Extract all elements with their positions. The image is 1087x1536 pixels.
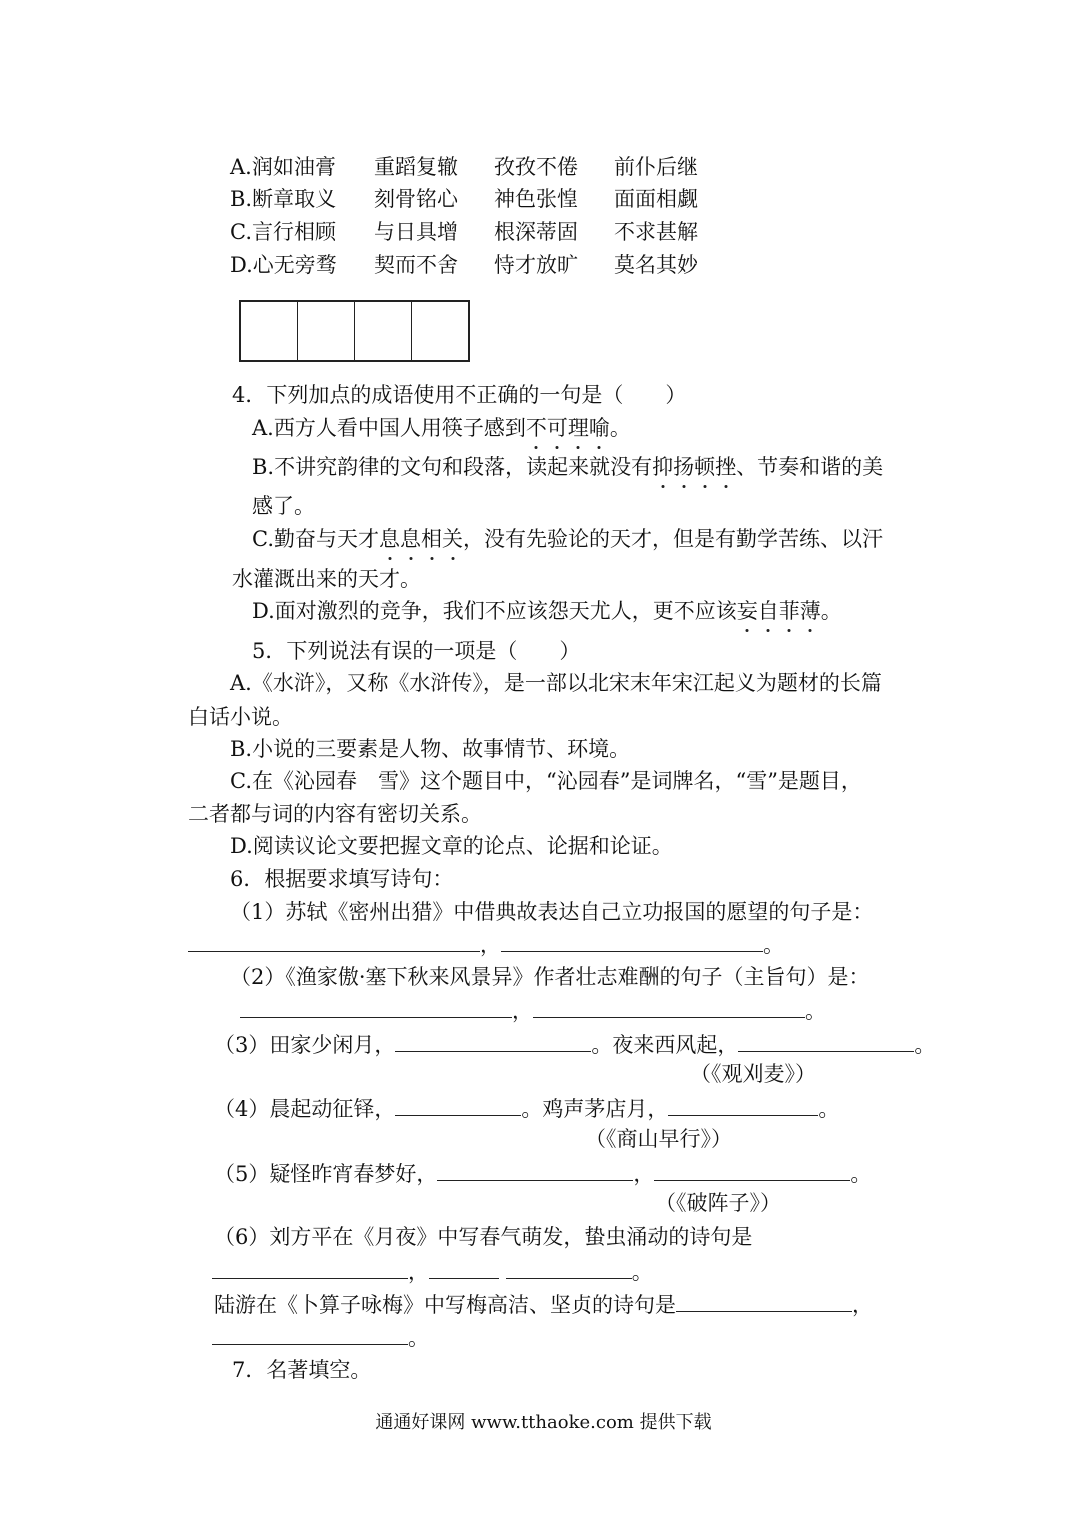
answer-box[interactable]	[412, 302, 468, 360]
idiom-word: 莫名其妙	[614, 253, 698, 277]
q6-item-3-source: （《观刈麦》）	[690, 1062, 816, 1086]
idiom-word: 契而不舍	[374, 253, 458, 277]
answer-blank[interactable]	[437, 1158, 633, 1181]
q4-option-b-cont: 感了。	[252, 494, 315, 518]
idiom-word: 面面相觑	[614, 187, 698, 211]
idiom-word: A.润如油膏	[230, 155, 336, 179]
emphasis-dot-char: 理	[568, 413, 589, 443]
page-footer: 通通好课网 www.tthaoke.com 提供下载	[375, 1412, 712, 1433]
q4-stem: 4．下列加点的成语使用不正确的一句是（ ）	[232, 383, 687, 407]
emphasis-dot-char: 喻	[589, 413, 610, 443]
dotted-idiom	[526, 416, 610, 440]
answer-blank[interactable]	[395, 1029, 591, 1052]
q6-item-6: （6）刘方平在《月夜》中写春气萌发，蛰虫涌动的诗句是	[214, 1225, 753, 1249]
q6-item-5: （5）疑怪昨宵春梦好， ， 。	[214, 1158, 871, 1189]
answer-blank[interactable]	[654, 1158, 850, 1181]
emphasis-dot-char: 息	[400, 524, 421, 554]
q5-option-d: D.阅读议论文要把握文章的论点、论据和论证。	[230, 834, 673, 858]
answer-blank[interactable]	[240, 995, 512, 1018]
q5-stem: 5．下列说法有误的一项是（ ）	[252, 639, 581, 663]
emphasis-dot-char: 息	[379, 524, 400, 554]
emphasis-dot-char: 相	[421, 524, 442, 554]
q6-item-3: （3）田家少闲月， 。夜来西风起， 。	[214, 1029, 935, 1060]
q4-option-c-cont: 水灌溉出来的天才。	[232, 567, 421, 591]
idiom-word: 刻骨铭心	[374, 187, 458, 211]
q5-option-b: B.小说的三要素是人物、故事情节、环境。	[230, 737, 631, 761]
emphasis-dot-char: 不	[526, 413, 547, 443]
answer-box[interactable]	[298, 302, 355, 360]
dotted-idiom	[737, 599, 821, 623]
idiom-word: 与日具增	[374, 220, 458, 244]
q5-option-c: C.在《沁园春 雪》这个题目中，“沁园春”是词牌名，“雪”是题目，	[230, 769, 862, 793]
emphasis-dot-char: 菲	[779, 596, 800, 626]
emphasis-dot-char: 抑	[652, 452, 673, 482]
answer-blank[interactable]	[506, 1256, 632, 1279]
q6-item-4-source: （《商山早行》）	[585, 1127, 732, 1151]
idiom-word: 重蹈复辙	[374, 155, 458, 179]
answer-blank[interactable]	[501, 929, 763, 952]
q4-option-c: C.勤奋与天才息息相关，没有先验论的天才，但是有勤学苦练、以汗	[252, 524, 883, 554]
answer-box[interactable]	[241, 302, 298, 360]
q6-item-1: （1）苏轼《密州出猎》中借典故表达自己立功报国的愿望的句子是：	[230, 900, 874, 924]
q7-stem: 7．名著填空。	[232, 1358, 372, 1382]
emphasis-dot-char: 自	[758, 596, 779, 626]
q4-option-d: D.面对激烈的竞争，我们不应该怨天尤人，更不应该妄自菲薄。	[252, 596, 842, 626]
answer-blank[interactable]	[429, 1256, 499, 1279]
q4-option-a: A.西方人看中国人用筷子感到不可理喻。	[252, 413, 631, 443]
answer-blank[interactable]	[212, 1256, 408, 1279]
answer-box[interactable]	[355, 302, 412, 360]
q6-stem: 6．根据要求填写诗句：	[230, 867, 454, 891]
answer-blank[interactable]	[212, 1322, 408, 1345]
q4-option-b: B.不讲究韵律的文句和段落，读起来就没有抑扬顿挫、节奏和谐的美	[252, 452, 883, 482]
q6-item-5-source: （《破阵子》）	[655, 1191, 781, 1215]
idiom-word: D.心无旁骛	[230, 253, 337, 277]
q6-item-2: （2）《渔家傲·塞下秋来风景异》作者壮志难酬的句子（主旨句）是：	[230, 965, 870, 989]
q6-item-2-blanks: ， 。	[240, 995, 826, 1026]
answer-blank[interactable]	[533, 995, 805, 1018]
q6-item-7-blank: 。	[212, 1322, 429, 1353]
idiom-word: 孜孜不倦	[494, 155, 578, 179]
emphasis-dot-char: 薄	[800, 596, 821, 626]
answer-blank[interactable]	[738, 1029, 914, 1052]
q6-item-6-blanks: ， 。	[212, 1256, 653, 1287]
idiom-word: 前仆后继	[614, 155, 698, 179]
idiom-word: 恃才放旷	[494, 253, 578, 277]
q5-option-a-cont: 白话小说。	[188, 705, 293, 729]
idiom-word: B.断章取义	[230, 187, 337, 211]
emphasis-dot-char: 挫	[715, 452, 736, 482]
emphasis-dot-char: 可	[547, 413, 568, 443]
answer-blank[interactable]	[188, 929, 480, 952]
q5-option-c-cont: 二者都与词的内容有密切关系。	[188, 802, 482, 826]
q5-option-a: A.《水浒》，又称《水浒传》，是一部以北宋末年宋江起义为题材的长篇	[230, 671, 882, 695]
answer-blank[interactable]	[395, 1093, 521, 1116]
answer-blank[interactable]	[668, 1093, 818, 1116]
q6-item-1-blanks: ， 。	[188, 929, 784, 960]
q6-item-7: 陆游在《卜算子咏梅》中写梅高洁、坚贞的诗句是 ，	[214, 1289, 873, 1320]
emphasis-dot-char: 扬	[673, 452, 694, 482]
idiom-word: 不求甚解	[614, 220, 698, 244]
q6-item-4: （4）晨起动征铎， 。鸡声茅店月， 。	[214, 1093, 839, 1124]
answer-boxes[interactable]	[239, 300, 470, 362]
idiom-word: C.言行相顾	[230, 220, 336, 244]
emphasis-dot-char: 妄	[737, 596, 758, 626]
dotted-idiom	[379, 527, 463, 551]
emphasis-dot-char: 关	[442, 524, 463, 554]
idiom-word: 神色张惶	[494, 187, 578, 211]
dotted-idiom	[652, 455, 736, 479]
idiom-word: 根深蒂固	[494, 220, 578, 244]
answer-blank[interactable]	[676, 1289, 852, 1312]
emphasis-dot-char: 顿	[694, 452, 715, 482]
